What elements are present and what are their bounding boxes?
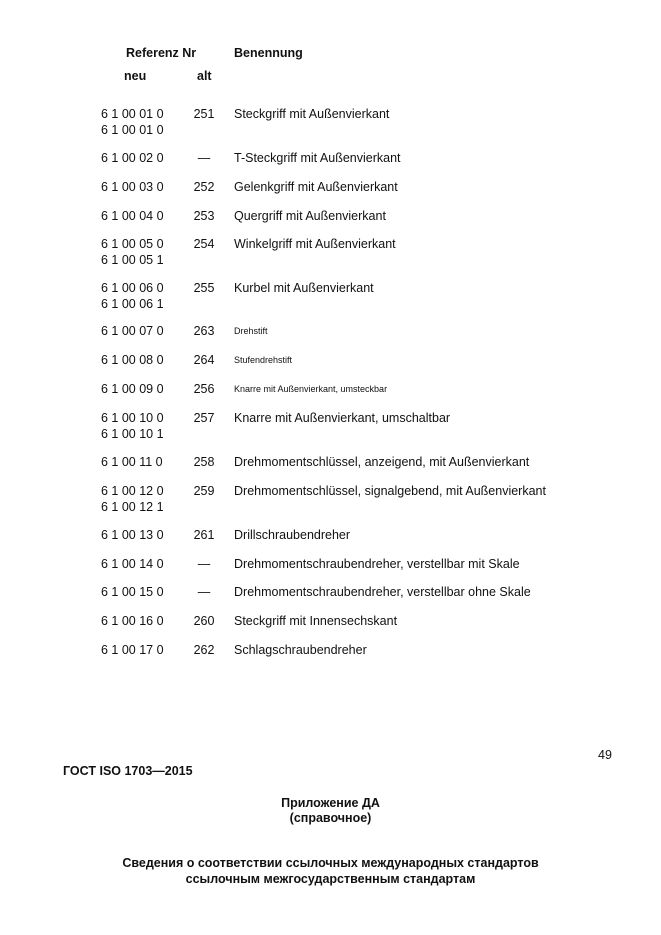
cell-neu (101, 556, 164, 572)
reference-number: 6 1 00 04 0 (101, 209, 164, 223)
cell-neu (101, 527, 164, 543)
cell-alt: 255 (193, 281, 215, 295)
table-row (0, 236, 661, 270)
cell-alt: — (197, 151, 211, 165)
cell-benennung: Kurbel mit Außenvierkant (234, 281, 374, 295)
reference-number: 6 1 00 01 0 (101, 107, 164, 121)
cell-neu (101, 584, 164, 600)
standard-id: ГОСТ ISO 1703—2015 (63, 764, 193, 778)
table-row (0, 410, 661, 444)
cell-benennung: Drehmomentschraubendreher, verstellbar mit Skale (234, 557, 520, 571)
reference-number: 6 1 00 05 0 (101, 237, 164, 251)
cell-benennung: Winkelgriff mit Außenvierkant (234, 237, 396, 251)
page-number: 49 (598, 748, 612, 762)
reference-number: 6 1 00 01 0 (101, 123, 164, 137)
cell-neu (101, 179, 164, 195)
reference-number: 6 1 00 07 0 (101, 324, 164, 338)
cell-neu (101, 280, 164, 312)
cell-benennung: Drillschraubendreher (234, 528, 351, 542)
cell-alt: 259 (193, 484, 215, 498)
reference-number: 6 1 00 17 0 (101, 643, 164, 657)
cell-benennung: Drehmomentschlüssel, anzeigend, mit Außenvierkant (234, 455, 530, 469)
reference-number: 6 1 00 12 1 (101, 500, 164, 514)
reference-number: 6 1 00 09 0 (101, 382, 164, 396)
column-header-alt: alt (197, 69, 212, 83)
cell-alt: 262 (193, 643, 215, 657)
table-row (0, 106, 661, 140)
column-header-referenz: Referenz Nr (126, 46, 197, 60)
cell-benennung: Drehmomentschlüssel, signalgebend, mit Außenvierkant (234, 484, 546, 498)
cell-neu (101, 208, 164, 224)
cell-benennung: Quergriff mit Außenvierkant (234, 209, 386, 223)
cell-alt: 258 (193, 455, 215, 469)
cell-neu (101, 642, 164, 658)
reference-number: 6 1 00 06 0 (101, 281, 164, 295)
cell-benennung: Knarre mit Außenvierkant, umschaltbar (234, 411, 451, 425)
reference-number: 6 1 00 13 0 (101, 528, 164, 542)
cell-alt: 264 (193, 353, 215, 367)
cell-benennung: Drehstift (234, 326, 268, 336)
cell-benennung: Knarre mit Außenvierkant, umsteckbar (234, 384, 388, 394)
cell-alt: 254 (193, 237, 215, 251)
column-header-neu: neu (124, 69, 147, 83)
cell-neu (101, 323, 164, 339)
cell-alt: — (197, 585, 211, 599)
cell-benennung: Gelenkgriff mit Außenvierkant (234, 180, 398, 194)
cell-neu (101, 613, 164, 629)
cell-benennung: T-Steckgriff mit Außenvierkant (234, 151, 401, 165)
reference-number: 6 1 00 16 0 (101, 614, 164, 628)
cell-alt: 261 (193, 528, 215, 542)
cell-benennung: Stufendrehstift (234, 355, 293, 365)
cell-alt: 253 (193, 209, 215, 223)
reference-number: 6 1 00 15 0 (101, 585, 164, 599)
cell-neu (101, 106, 164, 138)
cell-alt: 256 (193, 382, 215, 396)
cell-benennung: Drehmomentschraubendreher, verstellbar ohne Skale (234, 585, 531, 599)
reference-number: 6 1 00 03 0 (101, 180, 164, 194)
cell-benennung: Steckgriff mit Außenvierkant (234, 107, 390, 121)
cell-neu (101, 236, 164, 268)
reference-number: 6 1 00 06 1 (101, 297, 164, 311)
cell-neu (101, 150, 164, 166)
cell-alt: 263 (193, 324, 215, 338)
cell-neu (101, 454, 163, 470)
cell-alt: 257 (193, 411, 215, 425)
appendix-type: (справочное) (289, 811, 372, 825)
appendix-heading-line2: ссылочным межгосударственным стандартам (185, 872, 476, 886)
cell-neu (101, 352, 164, 368)
cell-alt: — (197, 557, 211, 571)
table-row (0, 642, 661, 676)
cell-alt: 251 (193, 107, 215, 121)
reference-number: 6 1 00 02 0 (101, 151, 164, 165)
appendix-title: Приложение ДА (281, 796, 380, 810)
reference-number: 6 1 00 14 0 (101, 557, 164, 571)
table-row (0, 483, 661, 517)
cell-neu (101, 381, 164, 397)
reference-number: 6 1 00 12 0 (101, 484, 164, 498)
reference-number: 6 1 00 08 0 (101, 353, 164, 367)
reference-number: 6 1 00 10 1 (101, 427, 164, 441)
reference-number: 6 1 00 10 0 (101, 411, 164, 425)
column-header-benennung: Benennung (234, 46, 303, 60)
reference-number: 6 1 00 05 1 (101, 253, 164, 267)
cell-benennung: Schlagschraubendreher (234, 643, 367, 657)
table-row (0, 280, 661, 314)
cell-neu (101, 483, 164, 515)
cell-benennung: Steckgriff mit Innensechskant (234, 614, 398, 628)
cell-alt: 252 (193, 180, 215, 194)
cell-neu (101, 410, 164, 442)
appendix-heading-line1: Сведения о соответствии ссылочных международных стандартов (122, 856, 539, 870)
cell-alt: 260 (193, 614, 215, 628)
reference-number: 6 1 00 11 0 (101, 455, 163, 469)
